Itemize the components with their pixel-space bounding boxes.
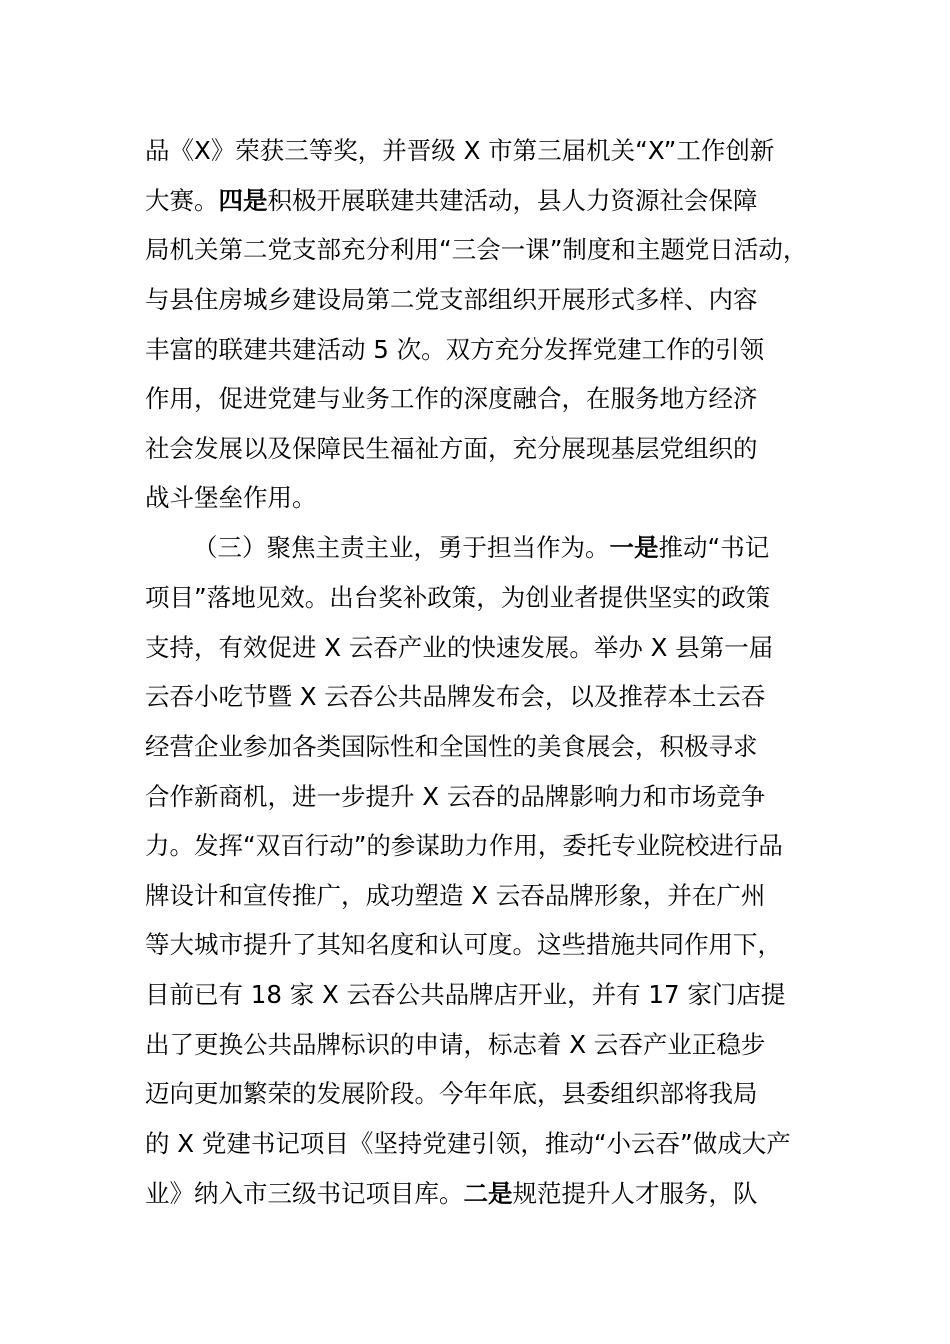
text-line: 出了更换公共品牌标识的申请，标志着 X 云吞产业正稳步 bbox=[145, 1030, 766, 1059]
text-line: 力。发挥“双百行动”的参谋助力作用，委托专业院校进行品 bbox=[145, 831, 783, 860]
text-line: 迈向更加繁荣的发展阶段。今年年底，县委组织部将我局 bbox=[145, 1079, 758, 1108]
section-heading-line: （三）聚焦主责主业，勇于担当作为。一是推动“书记 bbox=[193, 533, 770, 562]
text-line: 业》纳入市三级书记项目库。二是规范提升人才服务，队 bbox=[145, 1179, 758, 1208]
text-line: 作用，促进党建与业务工作的深度融合，在服务地方经济 bbox=[145, 384, 758, 413]
text-line: 项目”落地见效。出台奖补政策，为创业者提供坚实的政策 bbox=[145, 583, 771, 612]
bold-marker: 一是 bbox=[609, 533, 659, 562]
bold-marker: 四是 bbox=[218, 186, 268, 215]
text-line: 大赛。四是积极开展联建共建活动，县人力资源社会保障 bbox=[145, 186, 758, 215]
text-line: 等大城市提升了其知名度和认可度。这些措施共同作用下， bbox=[145, 930, 782, 959]
text-line: 支持，有效促进 X 云吞产业的快速发展。举办 X 县第一届 bbox=[145, 633, 774, 662]
text-line: 丰富的联建共建活动 5 次。双方充分发挥党建工作的引领 bbox=[145, 335, 765, 364]
text-line: 合作新商机，进一步提升 X 云吞的品牌影响力和市场竞争 bbox=[145, 782, 766, 811]
text-line: 经营企业参加各类国际性和全国性的美食展会，积极寻求 bbox=[145, 732, 758, 761]
text-line: 与县住房城乡建设局第二党支部组织开展形式多样、内容 bbox=[145, 285, 758, 314]
text-line: 品《X》荣获三等奖，并晋级 X 市第三届机关“X”工作创新 bbox=[145, 136, 775, 165]
text-line: 战斗堡垒作用。 bbox=[145, 483, 317, 512]
bold-marker: 二是 bbox=[463, 1179, 513, 1208]
text-line: 牌设计和宣传推广，成功塑造 X 云吞品牌形象，并在广州 bbox=[145, 881, 766, 910]
text-line: 社会发展以及保障民生福祉方面，充分展现基层党组织的 bbox=[145, 434, 758, 463]
text-line: 目前已有 18 家 X 云吞公共品牌店开业，并有 17 家门店提 bbox=[145, 980, 786, 1009]
text-line: 的 X 党建书记项目《坚持党建引领，推动“小云吞”做成大产 bbox=[145, 1129, 791, 1158]
text-line: 局机关第二党支部充分利用“三会一课”制度和主题党日活动， bbox=[145, 235, 808, 264]
text-line: 云吞小吃节暨 X 云吞公共品牌发布会，以及推荐本土云吞 bbox=[145, 682, 766, 711]
